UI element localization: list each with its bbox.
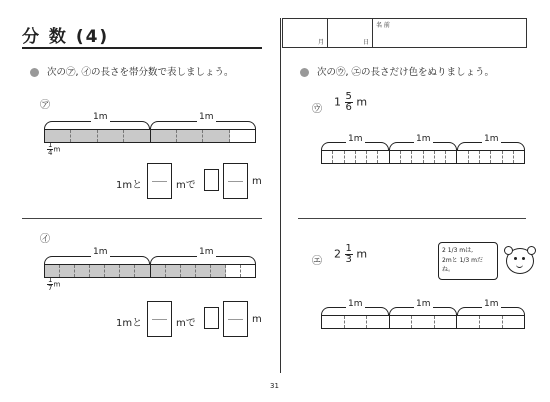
day-cell[interactable]: 日 — [328, 19, 373, 48]
tape-cell — [226, 265, 241, 277]
center-divider — [280, 18, 281, 373]
brace-b-1-label: 1m — [93, 247, 108, 257]
tape-cell[interactable] — [503, 316, 525, 328]
brace-a-2 — [150, 121, 256, 129]
answer-a-unit: m — [252, 176, 262, 187]
tape-cell — [98, 130, 124, 142]
right-section-divider — [298, 218, 526, 219]
tape-cell[interactable] — [345, 151, 356, 163]
bullet-icon — [30, 68, 39, 77]
brace-a-2-label: 1m — [199, 112, 214, 122]
tape-cell[interactable] — [480, 316, 503, 328]
answer-b-fraction-box[interactable] — [147, 301, 172, 337]
answer-b-de: mで — [176, 318, 196, 329]
answer-a-prefix: 1mと — [116, 180, 143, 191]
tape-cell[interactable] — [446, 151, 457, 163]
page-number: 31 — [270, 382, 279, 390]
tape-cell[interactable] — [390, 151, 401, 163]
tape-cell[interactable] — [333, 151, 344, 163]
tape-cell[interactable] — [503, 151, 514, 163]
answer-a-mixed-fraction-box[interactable] — [223, 163, 248, 199]
tape-diagram-a — [44, 129, 256, 143]
brace-d-3-label: 1m — [484, 299, 499, 309]
tape-cell — [211, 265, 226, 277]
problem-b-marker: ㋑ — [40, 234, 50, 245]
tape-cell — [241, 265, 255, 277]
tape-diagram-d[interactable] — [321, 315, 525, 329]
tape-cell[interactable] — [480, 151, 491, 163]
tape-cell — [203, 130, 229, 142]
tape-cell[interactable] — [435, 151, 446, 163]
unit-fraction-a: $\frac{1}{4}$ m — [48, 141, 61, 157]
brace-a-1 — [44, 121, 150, 129]
brace-a-1-label: 1m — [93, 112, 108, 122]
tape-cell — [151, 130, 177, 142]
left-section-divider — [22, 218, 262, 219]
tape-cell[interactable] — [514, 151, 524, 163]
tape-cell — [90, 265, 105, 277]
tape-cell[interactable] — [491, 151, 502, 163]
problem-d-marker: ㋓ — [312, 256, 322, 267]
tape-cell — [177, 130, 203, 142]
name-cell[interactable]: 名 前 — [373, 19, 527, 48]
tape-diagram-c[interactable] — [321, 150, 525, 164]
problem-c-marker: ㋒ — [312, 104, 322, 115]
brace-b-2 — [150, 256, 256, 264]
answer-b-mixed-fraction-box[interactable] — [223, 301, 248, 337]
name-date-table — [282, 18, 527, 48]
brace-c-3-label: 1m — [484, 134, 499, 144]
tape-cell[interactable] — [322, 151, 333, 163]
tape-cell — [75, 265, 90, 277]
problem-a-marker: ㋐ — [40, 100, 50, 111]
tape-cell[interactable] — [367, 151, 378, 163]
tape-cell — [120, 265, 135, 277]
brace-d-1-label: 1m — [348, 299, 363, 309]
tape-cell[interactable] — [469, 151, 480, 163]
answer-b-prefix: 1mと — [116, 318, 143, 329]
tape-cell[interactable] — [412, 151, 423, 163]
bullet-icon — [300, 68, 309, 77]
tape-cell — [105, 265, 120, 277]
tape-cell[interactable] — [345, 316, 368, 328]
month-cell[interactable]: 月 — [283, 19, 328, 48]
brace-c-2-label: 1m — [416, 134, 431, 144]
answer-a-fraction-box[interactable] — [147, 163, 172, 199]
tape-cell — [135, 265, 150, 277]
title-underline — [22, 47, 262, 49]
tape-cell[interactable] — [457, 316, 480, 328]
right-instruction: 次の㋒, ㋓の長さだけ色をぬりましょう。 — [300, 64, 494, 78]
hint-speech-bubble: 2 1/3 mは, 2mと 1/3 mだね。 — [438, 242, 498, 280]
problem-d-length: 2 $\frac{1}{3}$ m — [334, 243, 368, 265]
brace-b-2-label: 1m — [199, 247, 214, 257]
tape-cell — [230, 130, 255, 142]
tape-cell — [196, 265, 211, 277]
bear-mascot-icon — [506, 248, 534, 274]
tape-cell[interactable] — [435, 316, 458, 328]
tape-cell[interactable] — [401, 151, 412, 163]
tape-cell — [181, 265, 196, 277]
brace-b-1 — [44, 256, 150, 264]
tape-cell[interactable] — [367, 316, 390, 328]
tape-cell[interactable] — [457, 151, 468, 163]
answer-b-unit: m — [252, 314, 262, 325]
page-title: 分 数 (4) — [22, 27, 110, 47]
tape-cell[interactable] — [412, 316, 435, 328]
brace-d-2-label: 1m — [416, 299, 431, 309]
tape-cell[interactable] — [390, 316, 413, 328]
tape-cell[interactable] — [356, 151, 367, 163]
left-instruction: 次の㋐, ㋑の長さを帯分数で表しましょう。 — [30, 64, 234, 78]
answer-a-whole-box[interactable] — [204, 169, 219, 191]
tape-cell — [60, 265, 75, 277]
answer-a-de: mで — [176, 180, 196, 191]
tape-cell[interactable] — [424, 151, 435, 163]
tape-cell — [151, 265, 166, 277]
tape-cell — [71, 130, 97, 142]
answer-b-whole-box[interactable] — [204, 307, 219, 329]
tape-diagram-b — [44, 264, 256, 278]
problem-c-length: 1 $\frac{5}{6}$ m — [334, 91, 368, 113]
tape-cell[interactable] — [322, 316, 345, 328]
tape-cell — [166, 265, 181, 277]
brace-c-1-label: 1m — [348, 134, 363, 144]
tape-cell — [124, 130, 150, 142]
unit-fraction-b: $\frac{1}{7}$ m — [48, 276, 61, 292]
tape-cell[interactable] — [378, 151, 389, 163]
